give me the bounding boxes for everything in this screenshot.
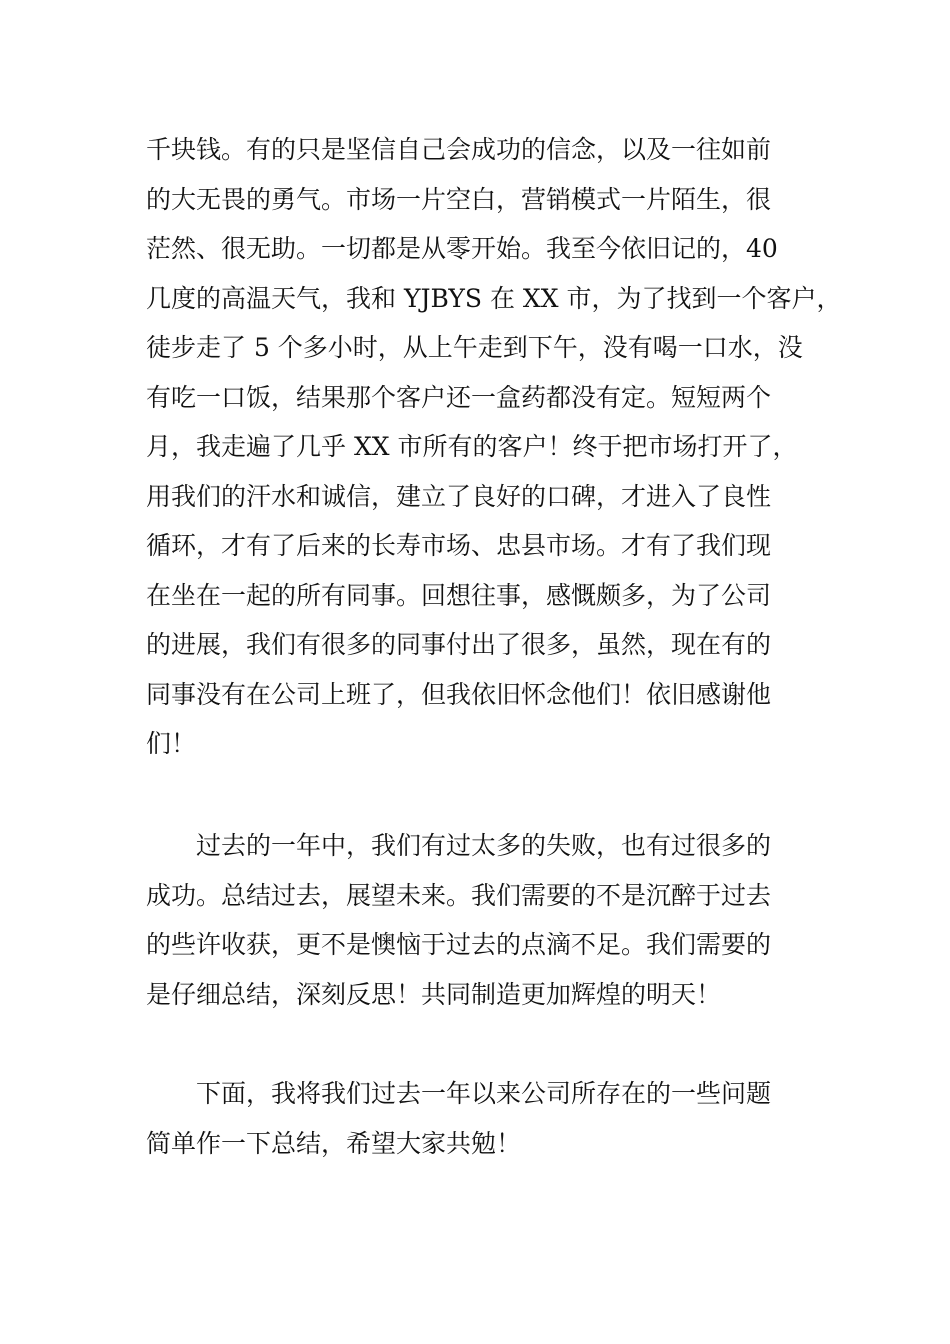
paragraph-line: 的大无畏的勇气。市场一片空白，营销模式一片陌生，很	[146, 184, 772, 214]
paragraph-line: 的进展，我们有很多的同事付出了很多，虽然，现在有的	[146, 630, 772, 659]
paragraph-line: 几度的高温天气，我和 YJBYS 在 XX 市，为了找到一个客户，	[146, 283, 842, 313]
paragraph-line: 是仔细总结，深刻反思！共同制造更加辉煌的明天！	[146, 979, 722, 1009]
paragraph-line: 们！	[146, 729, 197, 758]
paragraph-line: 用我们的汗水和诚信，建立了良好的口碑，才进入了良性	[146, 481, 772, 511]
paragraph-line: 简单作一下总结，希望大家共勉！	[146, 1128, 522, 1158]
paragraph-line: 茫然、很无助。一切都是从零开始。我至今依旧记的，40	[146, 234, 778, 263]
paragraph-3	[146, 1069, 816, 1168]
paragraph-line: 千块钱。有的只是坚信自己会成功的信念，以及一往如前	[146, 135, 772, 164]
paragraph-line: 过去的一年中，我们有过太多的失败，也有过很多的	[196, 831, 772, 860]
paragraph-line: 循环，才有了后来的长寿市场、忠县市场。才有了我们现	[146, 531, 772, 560]
paragraph-line: 的些许收获，更不是懊恼于过去的点滴不足。我们需要的	[146, 930, 772, 959]
paragraph-line: 同事没有在公司上班了，但我依旧怀念他们！依旧感谢他	[146, 679, 772, 709]
paragraph-line: 下面，我将我们过去一年以来公司所存在的一些问题	[196, 1079, 772, 1108]
paragraph-line: 月，我走遍了几乎 XX 市所有的客户！终于把市场打开了，	[146, 432, 798, 461]
paragraph-line: 在坐在一起的所有同事。回想往事，感慨颇多，为了公司	[146, 580, 772, 610]
paragraph-line: 有吃一口饭，结果那个客户还一盒药都没有定。短短两个	[146, 382, 772, 412]
paragraph-1	[146, 125, 842, 769]
paragraph-2	[146, 821, 816, 1019]
paragraph-line: 徒步走了 5 个多小时，从上午走到下午，没有喝一口水，没	[146, 333, 803, 362]
paragraph-line: 成功。总结过去，展望未来。我们需要的不是沉醉于过去	[146, 880, 772, 910]
